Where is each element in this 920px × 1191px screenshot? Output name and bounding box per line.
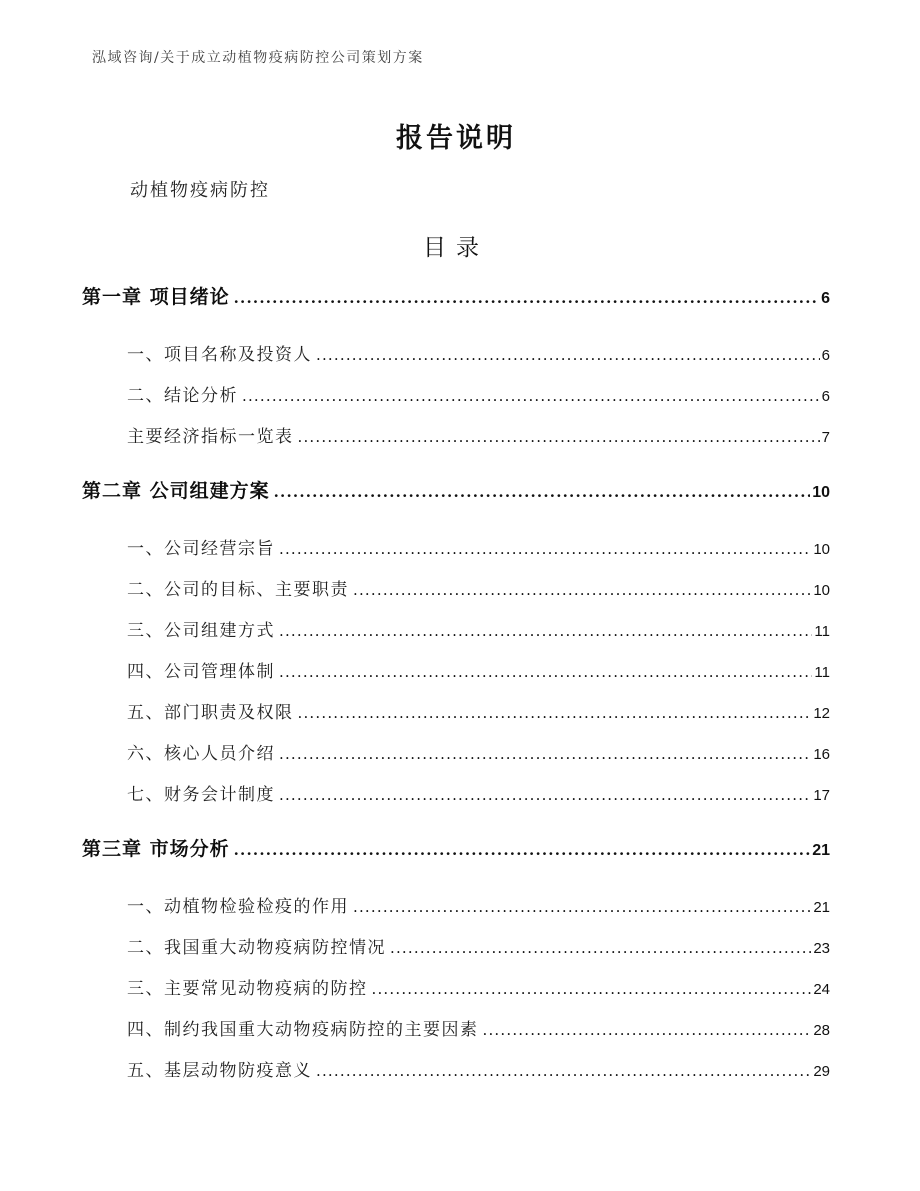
toc-entry-label: 二、我国重大动物疫病防控情况 — [127, 938, 386, 958]
toc-item-row[interactable] — [82, 1051, 830, 1092]
toc-entry-label: 六、核心人员介绍 — [127, 744, 275, 764]
toc-dot-leader — [316, 335, 820, 375]
toc-entry-page-number: 7 — [821, 429, 830, 446]
toc-dot-leader — [353, 570, 811, 610]
toc-entry-label: 一、动植物检验检疫的作用 — [127, 897, 349, 917]
toc-entry-label: 二、公司的目标、主要职责 — [127, 580, 349, 600]
toc-entry-label: 四、制约我国重大动物疫病防控的主要因素 — [127, 1020, 479, 1040]
toc-item-row[interactable] — [82, 734, 830, 775]
toc-entry-label: 二、结论分析 — [127, 386, 238, 406]
table-of-contents — [82, 277, 830, 1092]
toc-entry-page-number: 16 — [813, 746, 830, 763]
toc-item-row[interactable] — [82, 417, 830, 458]
toc-item-row[interactable] — [82, 693, 830, 734]
toc-entry-label: 第三章 市场分析 — [82, 838, 230, 860]
toc-entry-page-number: 6 — [821, 388, 830, 405]
toc-dot-leader — [242, 376, 820, 416]
toc-dot-leader — [483, 1010, 812, 1050]
toc-entry-label: 五、基层动物防疫意义 — [127, 1061, 312, 1081]
toc-item-row[interactable] — [82, 529, 830, 570]
toc-entry-label: 一、公司经营宗旨 — [127, 539, 275, 559]
toc-dot-leader — [353, 887, 811, 927]
toc-dot-leader — [298, 417, 820, 457]
toc-item-row[interactable] — [82, 928, 830, 969]
toc-dot-leader — [390, 928, 811, 968]
toc-entry-label: 四、公司管理体制 — [127, 662, 275, 682]
toc-dot-leader — [372, 969, 812, 1009]
toc-entry-page-number: 21 — [812, 842, 830, 859]
toc-item-row[interactable] — [82, 376, 830, 417]
toc-title: 目录 — [423, 235, 489, 261]
document-header-text: 泓域咨询/关于成立动植物疫病防控公司策划方案 — [92, 50, 424, 66]
toc-entry-page-number: 6 — [821, 347, 830, 364]
toc-entry-label: 五、部门职责及权限 — [127, 703, 294, 723]
toc-entry-page-number: 11 — [814, 623, 830, 640]
toc-entry-page-number: 29 — [813, 1063, 830, 1080]
toc-item-row[interactable] — [82, 611, 830, 652]
toc-dot-leader — [316, 1051, 811, 1091]
toc-entry-page-number: 17 — [813, 787, 830, 804]
toc-entry-page-number: 24 — [813, 981, 830, 998]
toc-chapter-row[interactable] — [82, 829, 830, 871]
toc-item-row[interactable] — [82, 887, 830, 928]
report-title: 报告说明 — [396, 123, 516, 154]
toc-dot-leader — [279, 611, 812, 651]
toc-chapter-row[interactable] — [82, 471, 830, 513]
toc-entry-page-number: 10 — [813, 541, 830, 558]
toc-dot-leader — [279, 652, 812, 692]
toc-item-row[interactable] — [82, 652, 830, 693]
toc-entry-page-number: 12 — [813, 705, 830, 722]
toc-item-row[interactable] — [82, 1010, 830, 1051]
toc-item-row[interactable] — [82, 969, 830, 1010]
toc-entry-label: 主要经济指标一览表 — [127, 427, 294, 447]
toc-entry-label: 七、财务会计制度 — [127, 785, 275, 805]
toc-entry-label: 第一章 项目绪论 — [82, 286, 230, 308]
report-intro-text: 动植物疫病防控 — [130, 180, 270, 201]
toc-chapter-row[interactable] — [82, 277, 830, 319]
toc-dot-leader — [234, 278, 819, 318]
toc-item-row[interactable] — [82, 570, 830, 611]
toc-item-row[interactable] — [82, 335, 830, 376]
toc-entry-label: 三、公司组建方式 — [127, 621, 275, 641]
toc-dot-leader — [279, 734, 811, 774]
toc-dot-leader — [234, 830, 811, 870]
toc-entry-page-number: 11 — [814, 664, 830, 681]
toc-entry-label: 第二章 公司组建方案 — [82, 480, 270, 502]
toc-dot-leader — [279, 529, 811, 569]
toc-dot-leader — [279, 775, 811, 815]
toc-entry-page-number: 6 — [821, 290, 830, 307]
toc-entry-page-number: 23 — [813, 940, 830, 957]
toc-dot-leader — [274, 472, 811, 512]
toc-entry-label: 三、主要常见动物疫病的防控 — [127, 979, 368, 999]
toc-entry-label: 一、项目名称及投资人 — [127, 345, 312, 365]
toc-entry-page-number: 10 — [813, 582, 830, 599]
toc-entry-page-number: 28 — [813, 1022, 830, 1039]
toc-item-row[interactable] — [82, 775, 830, 816]
toc-entry-page-number: 10 — [812, 484, 830, 501]
toc-dot-leader — [298, 693, 812, 733]
toc-entry-page-number: 21 — [813, 899, 830, 916]
